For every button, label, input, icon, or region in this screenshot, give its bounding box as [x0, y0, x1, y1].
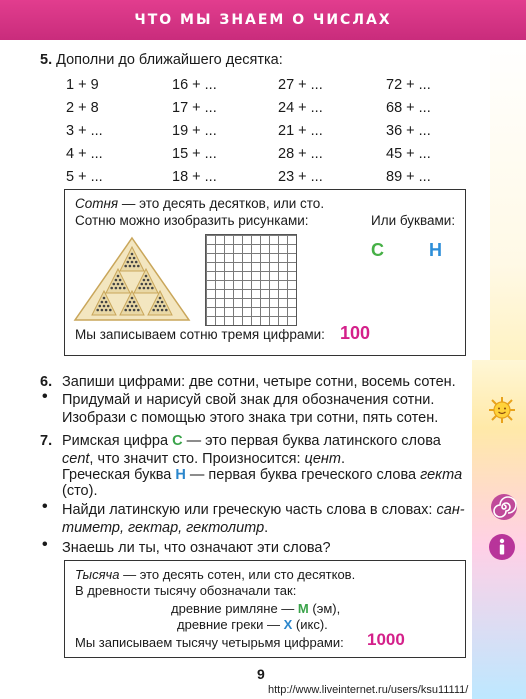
- task7-text: , что значит сто. Произносится:: [89, 451, 305, 467]
- dot: [157, 309, 160, 312]
- dot: [103, 297, 106, 300]
- greek-h: Н: [175, 467, 186, 483]
- dot: [135, 261, 138, 264]
- task5-item: 24 + ...: [278, 100, 323, 116]
- task5-item: 15 + ...: [172, 146, 217, 162]
- dot: [145, 283, 148, 286]
- box2-text: древние греки —: [177, 617, 284, 632]
- hundred-info-box: [64, 189, 466, 356]
- roman-m: М: [297, 601, 309, 616]
- box2-text: (икс).: [292, 617, 328, 632]
- task7-text: .: [264, 520, 269, 536]
- thousand-def: — это десять сотен, или сто десятков.: [119, 567, 356, 582]
- letter-h: Н: [429, 240, 442, 260]
- dot: [133, 301, 136, 304]
- dot: [159, 297, 162, 300]
- spiral-icon: [490, 493, 518, 521]
- task5-col-3: [278, 74, 378, 189]
- task7-text: .: [340, 451, 345, 467]
- dot: [138, 287, 141, 290]
- hundred-grid-square: [205, 234, 297, 326]
- dot: [131, 261, 134, 264]
- task5-col-4: [386, 74, 486, 189]
- dot: [117, 283, 120, 286]
- dot: [151, 287, 154, 290]
- dot: [165, 309, 168, 312]
- dot: [143, 287, 146, 290]
- task7-line1: [62, 433, 441, 449]
- dot: [131, 253, 134, 256]
- dot: [119, 287, 122, 290]
- thousand-romans: [171, 601, 340, 616]
- thousand-digits-value: 1000: [367, 630, 405, 649]
- task5-item: 19 + ...: [172, 123, 217, 139]
- task6-line1: Запиши цифрами: две сотни, четыре сотни, восемь сотен.: [62, 374, 456, 390]
- hundred-digits-text: Мы записываем сотню тремя цифрами:: [75, 327, 325, 342]
- dot: [141, 283, 144, 286]
- task7-line2: [62, 451, 345, 467]
- task5-item: 21 + ...: [278, 123, 323, 139]
- task5-number: 5.: [40, 52, 53, 68]
- thousand-term: Тысяча: [75, 567, 120, 582]
- task5-item: 18 + ...: [172, 169, 217, 185]
- dot: [133, 309, 136, 312]
- hundred-letters-label: Или буквами:: [371, 213, 456, 228]
- hundred-definition: [75, 196, 324, 211]
- dot: [155, 305, 158, 308]
- task7-text: Найди латинскую или греческую часть слова в словах:: [62, 502, 437, 518]
- task5-item: 36 + ...: [386, 123, 431, 139]
- task7-italic: сан-: [436, 502, 465, 518]
- dot: [123, 287, 126, 290]
- hundred-digits-value: 100: [340, 323, 371, 343]
- task5-item: 2 + 8: [66, 100, 99, 116]
- task7-bullet1-line1: [62, 502, 465, 518]
- section-header: ЧТО МЫ ЗНАЕМ О ЧИСЛАХ: [0, 0, 526, 40]
- task5-col-2: [172, 74, 272, 189]
- task5-text: Дополни до ближайшего десятка:: [56, 52, 283, 68]
- task7-text: — первая буква греческого слова: [185, 467, 421, 483]
- thousand-info-box: [64, 560, 466, 658]
- task5-col-1: [66, 74, 166, 189]
- dot: [127, 261, 130, 264]
- box2-text: древние римляне —: [171, 601, 298, 616]
- task6-number: 6.: [40, 374, 53, 390]
- dot: [115, 287, 118, 290]
- dot: [101, 301, 104, 304]
- info-icon: [488, 533, 516, 561]
- dot: [107, 305, 110, 308]
- dot: [157, 301, 160, 304]
- task5-item: 27 + ...: [278, 77, 323, 93]
- dot: [124, 309, 127, 312]
- task7-bullet2: Знаешь ли ты, что означают эти слова?: [62, 540, 331, 556]
- task7-italic: цент: [304, 451, 341, 467]
- triangle-dots-illustration: [73, 236, 191, 322]
- dot: [105, 301, 108, 304]
- thousand-digits-text: Мы записываем тысячу четырьмя цифрами:: [75, 635, 344, 650]
- sun-icon: [488, 396, 516, 424]
- bullet-icon: •: [42, 536, 48, 553]
- dot: [133, 257, 136, 260]
- dot: [109, 309, 112, 312]
- task7-number: 7.: [40, 433, 53, 449]
- dot: [143, 279, 146, 282]
- dot: [121, 283, 124, 286]
- dot: [145, 275, 148, 278]
- dot: [96, 309, 99, 312]
- dot: [147, 279, 150, 282]
- dot: [124, 265, 127, 268]
- dot: [103, 305, 106, 308]
- greek-x: Х: [283, 617, 293, 632]
- task5-item: 45 + ...: [386, 146, 431, 162]
- dot: [152, 309, 155, 312]
- dot: [159, 305, 162, 308]
- task7-italic: cent: [62, 451, 90, 467]
- dot: [137, 309, 140, 312]
- dot: [161, 301, 164, 304]
- dot: [137, 265, 140, 268]
- task5-item: 28 + ...: [278, 146, 323, 162]
- bullet-icon: •: [42, 388, 48, 405]
- dot: [131, 305, 134, 308]
- hundred-def: — это десять десятков, или сто.: [118, 196, 325, 211]
- box2-text: (эм),: [308, 601, 341, 616]
- task5-item: 23 + ...: [278, 169, 323, 185]
- dot: [117, 275, 120, 278]
- roman-c: С: [172, 433, 183, 449]
- task7-line3: [62, 467, 462, 483]
- dot: [99, 305, 102, 308]
- source-url: http://www.liveinternet.ru/users/ksu11111/: [268, 684, 469, 696]
- dot: [115, 279, 118, 282]
- hundred-term: Сотня: [75, 196, 119, 211]
- task7-italic: тиметр, гектар, гектолитр: [62, 520, 265, 536]
- dot: [131, 297, 134, 300]
- dot: [163, 305, 166, 308]
- side-decor-top: [490, 40, 526, 360]
- task5-item: 89 + ...: [386, 169, 431, 185]
- dot: [113, 283, 116, 286]
- task5-item: 4 + ...: [66, 146, 103, 162]
- task7-text: — это первая буква латинского слова: [182, 433, 441, 449]
- task7-italic: гекта: [420, 467, 463, 483]
- letter-c: С: [371, 240, 384, 260]
- dot: [105, 309, 108, 312]
- dot: [129, 265, 132, 268]
- task6-bullet-line1: Придумай и нарисуй свой знак для обозначения сотни.: [62, 392, 435, 408]
- dot: [161, 309, 164, 312]
- task5-item: 5 + ...: [66, 169, 103, 185]
- task5-item: 16 + ...: [172, 77, 217, 93]
- task5-item: 68 + ...: [386, 100, 431, 116]
- dot: [129, 301, 132, 304]
- task5-item: 1 + 9: [66, 77, 99, 93]
- dot: [149, 283, 152, 286]
- thousand-greeks: [177, 617, 328, 632]
- dot: [119, 279, 122, 282]
- task5-heading: [40, 52, 283, 68]
- dot: [101, 309, 104, 312]
- task5-item: 3 + ...: [66, 123, 103, 139]
- bullet-icon: •: [42, 498, 48, 515]
- dot: [129, 257, 132, 260]
- dot: [129, 309, 132, 312]
- task7-text: Римская цифра: [62, 433, 173, 449]
- hundred-pictures-text: Сотню можно изобразить рисунками:: [75, 213, 309, 228]
- dot: [135, 305, 138, 308]
- dot: [110, 287, 113, 290]
- dot: [133, 265, 136, 268]
- task5-item: 17 + ...: [172, 100, 217, 116]
- page-number: 9: [257, 666, 265, 682]
- task5-item: 72 + ...: [386, 77, 431, 93]
- task7-bullet1-line2: [62, 520, 268, 536]
- task7-line4: (сто).: [62, 483, 98, 499]
- thousand-line2: В древности тысячу обозначали так:: [75, 583, 297, 598]
- thousand-definition: [75, 567, 355, 582]
- task6-bullet-line2: Изобрази с помощью этого знака три сотни, пять сотен.: [62, 410, 439, 426]
- task7-text: Греческая буква: [62, 467, 176, 483]
- dot: [127, 305, 130, 308]
- dot: [147, 287, 150, 290]
